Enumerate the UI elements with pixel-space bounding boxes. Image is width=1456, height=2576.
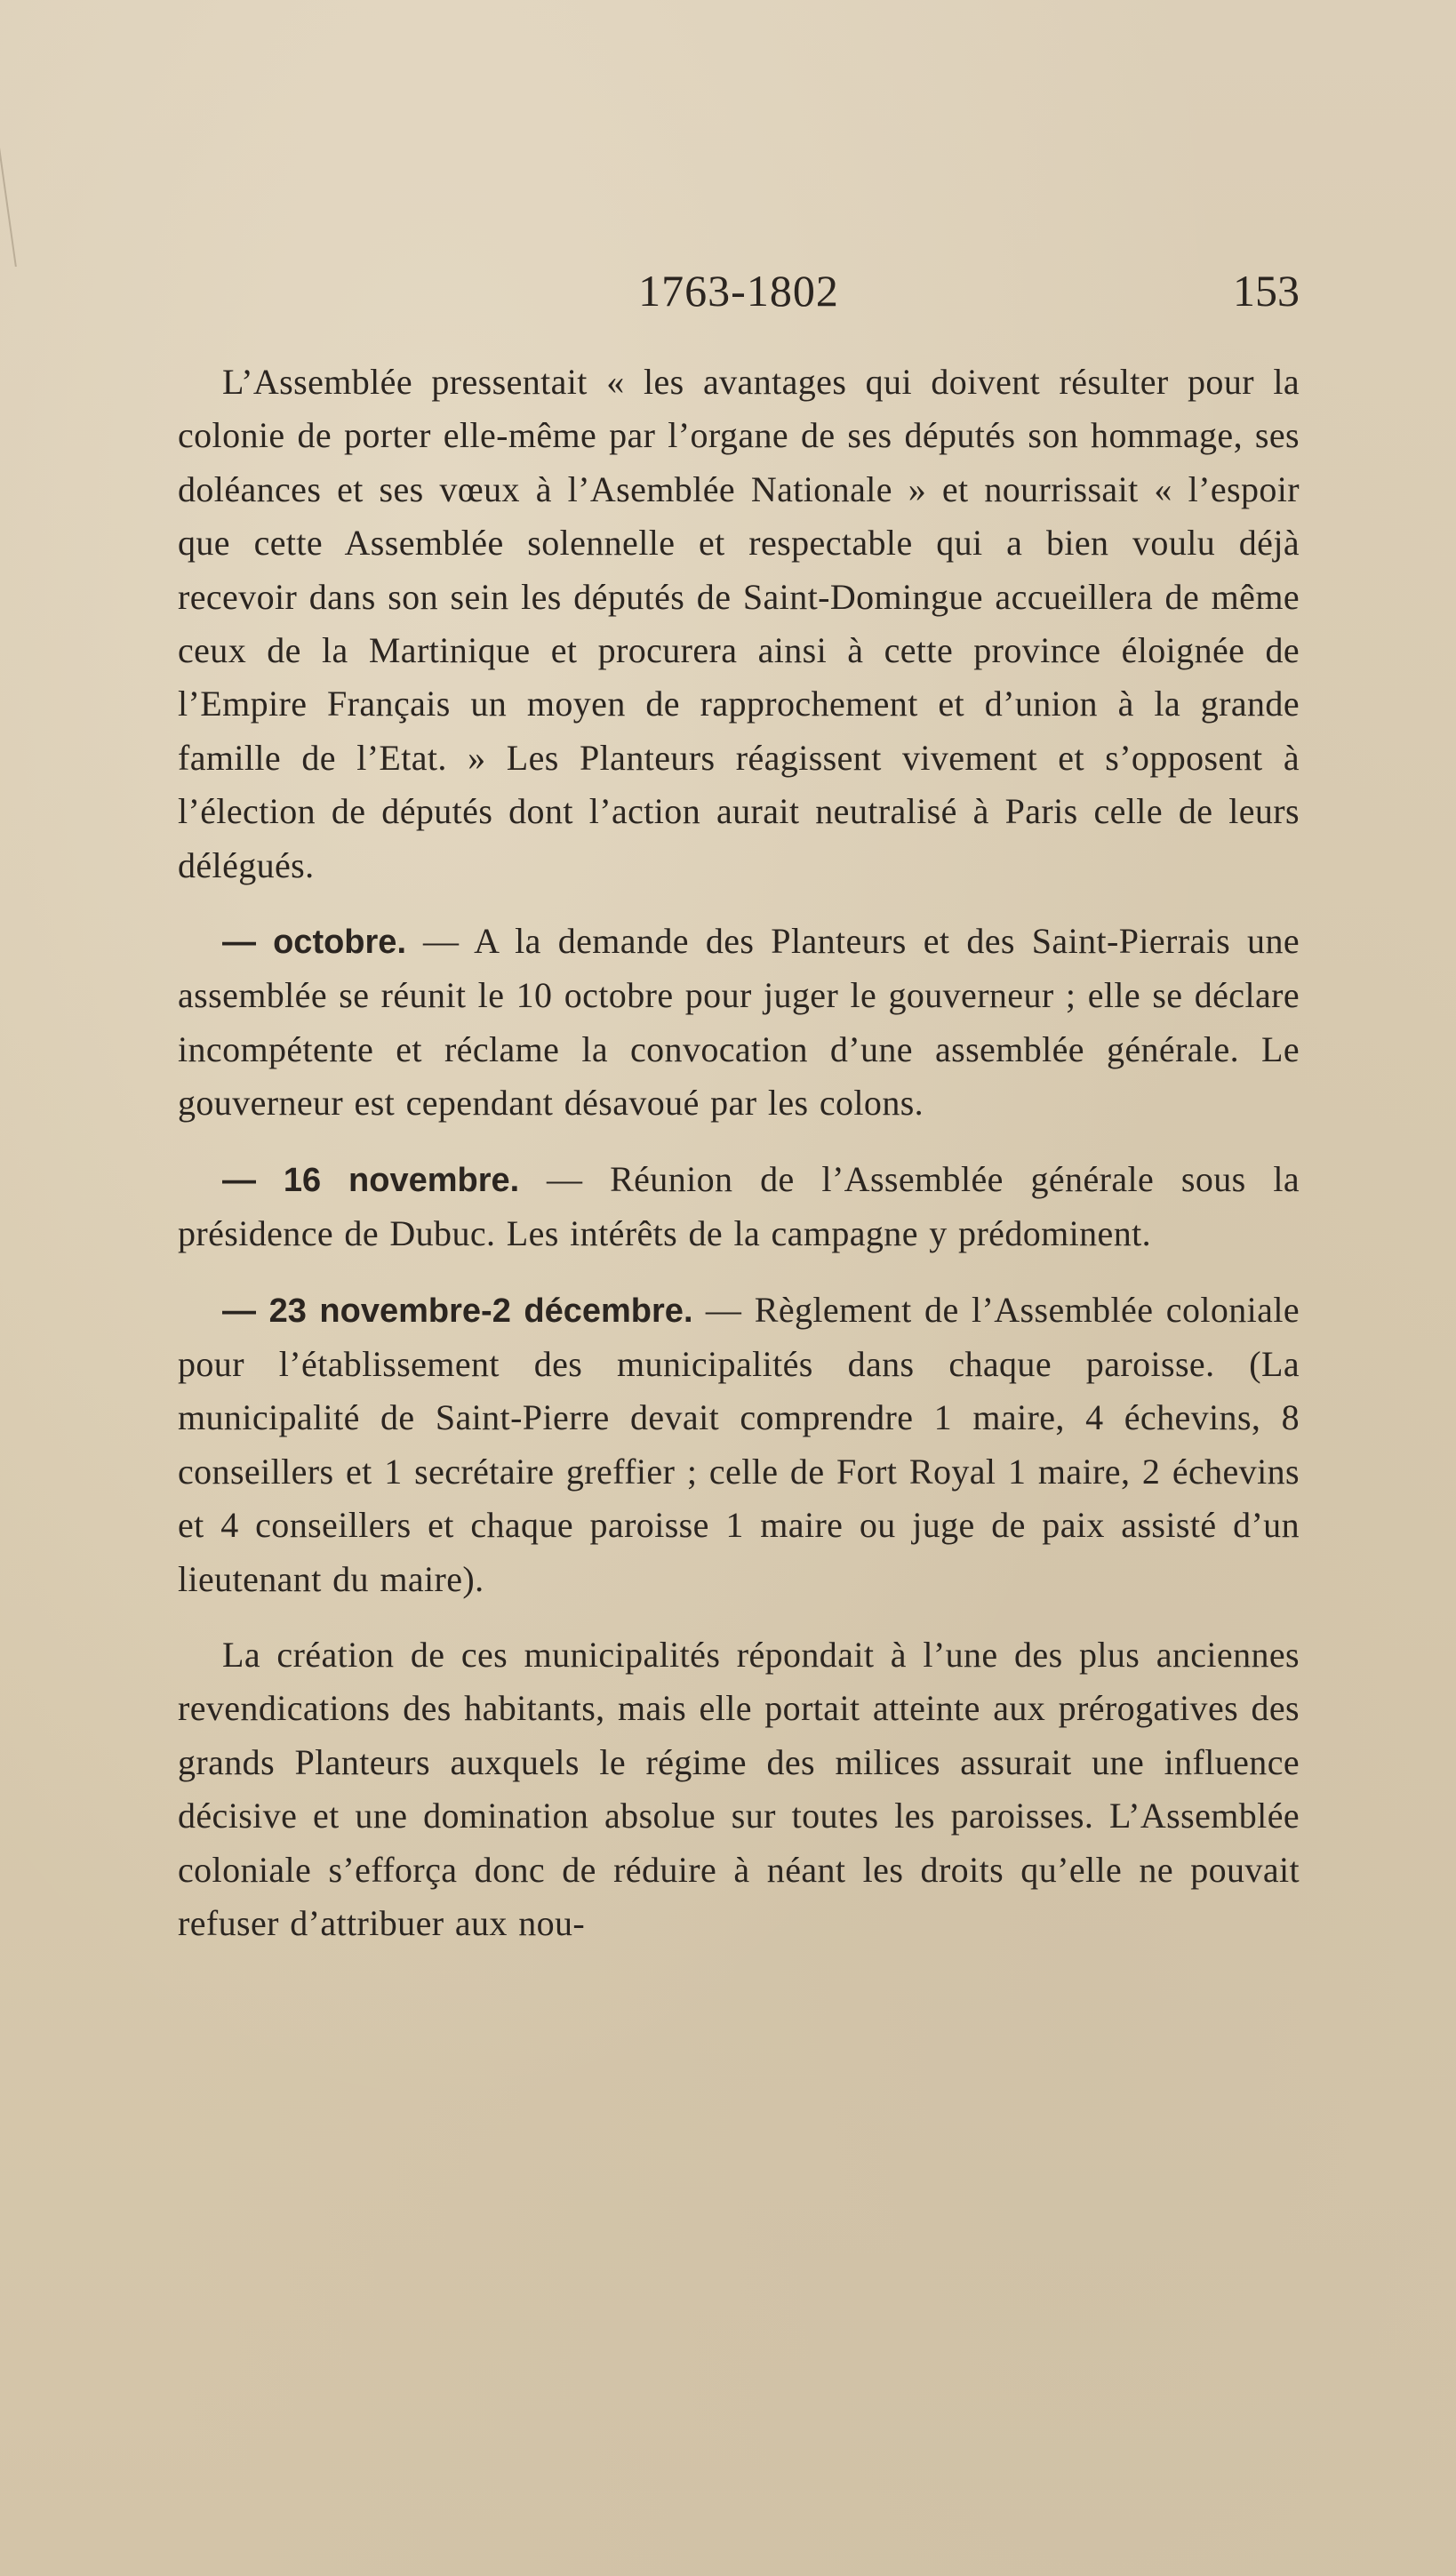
date-label-16-november: — 16 novembre. (222, 1161, 520, 1199)
paragraph-text: — Règlement de l’Assemblée coloniale pour l’établissement des municipalités dans chaque paroisse. (La municipalité de Saint-Pierre devait comprendre 1 maire, 4 échevins, 8 conseillers et 1 secrétaire greffier ; celle de Fort Royal 1 maire, 2 échevins et 4 conseillers et chaque paroisse 1 maire ou juge de paix assisté d’un lieutenant du maire). (178, 1289, 1300, 1599)
paragraph-text: — Réunion de l’Assemblée générale sous la présidence de Dubuc. Les intérêts de la campagne y prédominent. (178, 1158, 1300, 1254)
running-head: 1763-1802 (638, 266, 839, 316)
paragraph-23-november (178, 1284, 1300, 1606)
date-label-23-november: — 23 novembre-2 décembre. (222, 1292, 693, 1330)
page-number: 153 (1233, 266, 1300, 316)
paragraph-text: La création de ces municipalités répondait à l’une des plus anciennes revendications des habitants, mais elle portait atteinte aux prérogatives des grands Planteurs auxquels le régime des milices assurait une influence décisive et une domination absolue sur toutes les paroisses. L’Assemblée coloniale s’efforça donc de réduire à néant les droits qu’elle ne pouvait refuser d’attribuer aux nou- (178, 1634, 1300, 1943)
paragraph-text: — A la demande des Planteurs et des Saint-Pierrais une assemblée se réunit le 10 octobre pour juger le gouverneur ; elle se déclare incompétente et réclame la convocation d’une assemblée générale. Le gouverneur est cependant désavoué par les colons. (178, 921, 1300, 1124)
paragraph-municipalities (178, 1628, 1300, 1950)
page-header (178, 265, 1300, 327)
body-text (178, 356, 1300, 1950)
paragraph-october (178, 915, 1300, 1131)
date-label-october: — octobre. (222, 924, 407, 962)
paper-crease (0, 53, 52, 267)
paragraph-text: L’Assemblée pressentait « les avantages qui doivent résulter pour la colonie de porter elle-même par l’organe de ses députés son hommage, ses doléances et ses vœux à l’Asemblée Nationale » et nourrissait « l’espoir que cette Assemblée solennelle et respectable qui a bien voulu déjà recevoir dans son sein les députés de Saint-Domingue accueillera de même ceux de la Martinique et procurera ainsi à cette province éloignée de l’Empire Français un moyen de rapprochement et d’union à la grande famille de l’Etat. » Les Planteurs réagissent vivement et s’opposent à l’élection de députés dont l’action aurait neutralisé à Paris celle de leurs délégués. (178, 362, 1300, 885)
paragraph-16-november (178, 1153, 1300, 1261)
paragraph-assembly (178, 356, 1300, 892)
